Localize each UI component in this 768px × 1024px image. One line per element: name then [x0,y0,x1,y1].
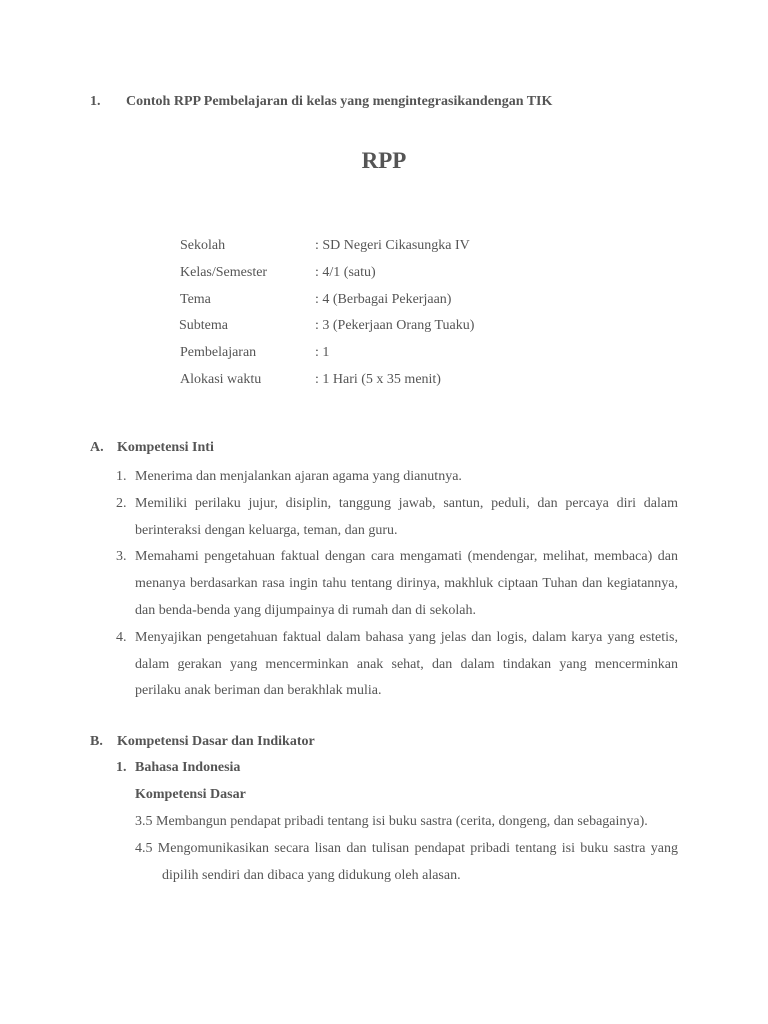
kompetensi-dasar-title: Kompetensi Dasar [135,787,246,802]
section-title: Kompetensi Dasar dan Indikator [117,734,315,749]
info-value: : 1 Hari (5 x 35 menit) [315,371,441,387]
info-value: : 3 (Pekerjaan Orang Tuaku) [315,318,475,334]
info-label: Sekolah [180,238,226,253]
section-letter: A. [90,440,104,455]
kd-item: 4.5 Mengomunikasikan secara lisan dan tulisan pendapat pribadi tentang isi buku sastra yang dipilih sendiri dan dibaca yang didukung oleh alasan. [135,840,678,883]
list-number: 3. [116,549,127,565]
list-number: 1. [116,469,127,484]
info-value: : 1 [315,345,330,361]
list-item [116,544,678,624]
kompetensi-dasar-list [135,809,678,889]
list-text: Memiliki perilaku jujur, disiplin, tanggung jawab, santun, peduli, dan percaya diri dalam berinteraksi dengan keluarga, teman, dan guru. [135,495,678,538]
kd-item: 3.5 Membangun pendapat pribadi tentang isi buku sastra (cerita, dongeng, dan sebagainya). [135,814,648,829]
list-text: Memahami pengetahuan faktual dengan cara mengamati (mendengar, melihat, membaca) dan menanya berdasarkan rasa ingin tahu tentang dirinya, makhluk ciptaan Tuhan dan kegiatannya, dan benda-benda yang dijumpainya di rumah dan di sekolah. [135,549,678,618]
info-label: Tema [180,291,211,307]
info-value: : 4/1 (satu) [315,264,376,280]
heading-text: Contoh RPP Pembelajaran di kelas yang mengintegrasikandengan TIK [126,94,553,109]
info-label: Alokasi waktu [180,371,262,387]
info-value: : 4 (Berbagai Pekerjaan) [315,291,452,307]
document-title: RPP [361,148,407,173]
info-label: Kelas/Semester [180,264,268,280]
list-number: 4. [116,629,127,645]
subject-number: 1. [116,760,127,775]
heading-number: 1. [90,94,101,109]
info-value: : SD Negeri Cikasungka IV [315,238,470,253]
kompetensi-inti-list [116,464,678,705]
section-letter: B. [90,734,103,749]
list-text: Menerima dan menjalankan ajaran agama yang dianutnya. [135,469,462,484]
subject-title: Bahasa Indonesia [135,760,241,775]
list-item [116,464,678,491]
list-item [116,491,678,545]
info-label: Subtema [179,318,228,334]
info-label: Pembelajaran [180,345,257,361]
list-number: 2. [116,495,127,511]
list-item [116,625,678,705]
list-text: Menyajikan pengetahuan faktual dalam bahasa yang jelas dan logis, dalam karya yang estetis, dalam gerakan yang mencerminkan anak sehat, dan dalam tindakan yang mencerminkan perilaku anak beriman dan berakhlak mulia. [135,629,678,699]
section-title: Kompetensi Inti [117,440,214,455]
